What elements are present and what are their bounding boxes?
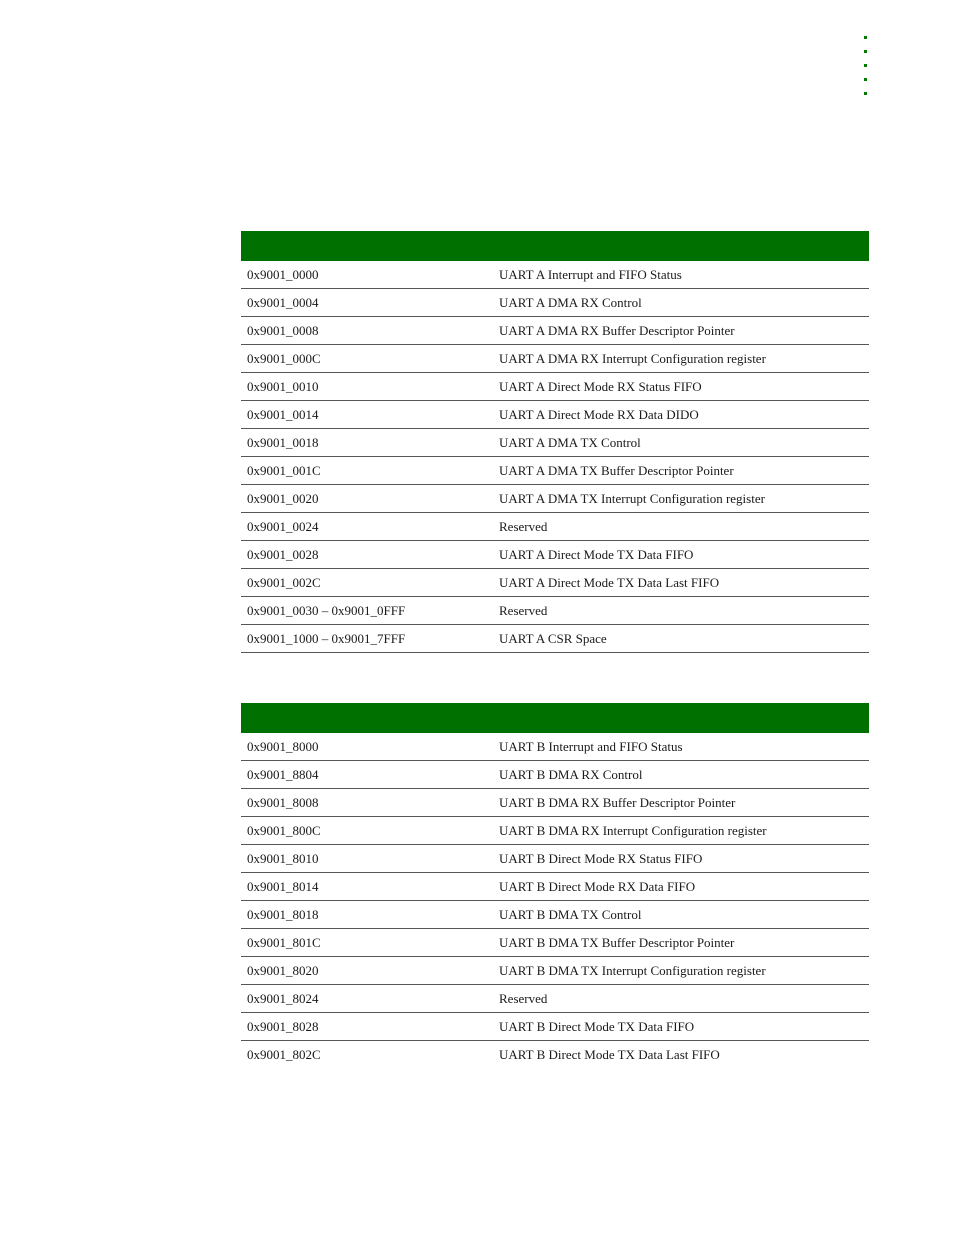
register-address: 0x9001_001C xyxy=(241,457,493,485)
table-row xyxy=(241,957,869,985)
register-description: UART B Direct Mode TX Data Last FIFO xyxy=(499,1047,720,1062)
table-row xyxy=(241,817,869,845)
register-description: UART B DMA RX Interrupt Configuration register xyxy=(493,817,869,845)
register-address: 0x9001_8020 xyxy=(241,957,493,985)
register-description: UART B DMA TX Interrupt Configuration register xyxy=(493,957,869,985)
table-row xyxy=(241,457,869,485)
register-description: UART A DMA RX Buffer Descriptor Pointer xyxy=(493,317,869,345)
register-address: 0x9001_8000 xyxy=(241,733,493,761)
register-description: UART B DMA RX Buffer Descriptor Pointer xyxy=(493,789,869,817)
header-description xyxy=(493,231,869,261)
table-row xyxy=(241,1041,869,1069)
register-address: 0x9001_000C xyxy=(241,345,493,373)
register-description: UART B DMA RX Control xyxy=(493,761,869,789)
uart-a-register-table xyxy=(241,231,869,653)
table-header-row xyxy=(241,231,869,261)
register-description: UART A DMA TX Buffer Descriptor Pointer xyxy=(493,457,869,485)
table-row xyxy=(241,1013,869,1041)
register-description: Reserved xyxy=(493,513,869,541)
table-row xyxy=(241,373,869,401)
register-address: 0x9001_0020 xyxy=(241,485,493,513)
register-description: UART A DMA RX Control xyxy=(493,289,869,317)
register-address: 0x9001_0018 xyxy=(241,429,493,457)
table-row xyxy=(241,845,869,873)
register-description: UART B DMA TX Control xyxy=(493,901,869,929)
register-description: UART A DMA TX Control xyxy=(493,429,869,457)
register-address: 0x9001_0028 xyxy=(241,541,493,569)
table-row xyxy=(241,901,869,929)
register-address: 0x9001_802C xyxy=(247,1047,321,1062)
register-address: 0x9001_0010 xyxy=(241,373,493,401)
register-description: UART B Direct Mode RX Data FIFO xyxy=(493,873,869,901)
register-address: 0x9001_8014 xyxy=(241,873,493,901)
uart-b-register-table xyxy=(241,703,869,1068)
uart-b-rows xyxy=(241,733,869,1068)
register-address: 0x9001_0000 xyxy=(241,261,493,289)
table-row xyxy=(241,597,869,625)
table-row xyxy=(241,761,869,789)
register-address: 0x9001_8024 xyxy=(241,985,493,1013)
table-row xyxy=(241,733,869,761)
table-row xyxy=(241,513,869,541)
register-address: 0x9001_8010 xyxy=(241,845,493,873)
register-address: 0x9001_8018 xyxy=(241,901,493,929)
dot-mark xyxy=(864,36,867,39)
register-address: 0x9001_8008 xyxy=(241,789,493,817)
table-row xyxy=(241,625,869,653)
register-description: Reserved xyxy=(493,597,869,625)
table-row xyxy=(241,789,869,817)
table-row xyxy=(241,317,869,345)
dot-mark xyxy=(864,50,867,53)
uart-a-rows xyxy=(241,261,869,653)
table-row xyxy=(241,569,869,597)
register-address: 0x9001_002C xyxy=(241,569,493,597)
register-address: 0x9001_0008 xyxy=(241,317,493,345)
register-description: UART B Interrupt and FIFO Status xyxy=(493,733,869,761)
table-row xyxy=(241,261,869,289)
register-description: UART A Interrupt and FIFO Status xyxy=(493,261,869,289)
dot-mark xyxy=(864,92,867,95)
register-description: UART A DMA TX Interrupt Configuration register xyxy=(493,485,869,513)
register-description: UART A Direct Mode RX Status FIFO xyxy=(493,373,869,401)
register-address: 0x9001_1000 – 0x9001_7FFF xyxy=(241,625,493,653)
register-description: UART A Direct Mode TX Data FIFO xyxy=(493,541,869,569)
register-address: 0x9001_800C xyxy=(241,817,493,845)
table-row xyxy=(241,873,869,901)
table-row xyxy=(241,289,869,317)
register-description: UART A Direct Mode TX Data Last FIFO xyxy=(493,569,869,597)
register-description: UART B DMA TX Buffer Descriptor Pointer xyxy=(493,929,869,957)
table-row xyxy=(241,345,869,373)
register-address: 0x9001_0030 – 0x9001_0FFF xyxy=(241,597,493,625)
header-address xyxy=(241,231,493,261)
register-description: UART A Direct Mode RX Data DIDO xyxy=(493,401,869,429)
dot-mark xyxy=(864,64,867,67)
register-description: UART B Direct Mode TX Data FIFO xyxy=(493,1013,869,1041)
register-address: 0x9001_8804 xyxy=(241,761,493,789)
table-row xyxy=(241,985,869,1013)
table-row xyxy=(241,541,869,569)
table-row xyxy=(241,929,869,957)
table-row xyxy=(241,485,869,513)
register-address: 0x9001_0024 xyxy=(241,513,493,541)
header-address xyxy=(241,703,493,733)
register-address: 0x9001_0004 xyxy=(241,289,493,317)
table-header-row xyxy=(241,703,869,733)
register-address: 0x9001_0014 xyxy=(241,401,493,429)
dot-mark xyxy=(864,78,867,81)
margin-dot-marks xyxy=(864,36,868,106)
table-row xyxy=(241,429,869,457)
register-description: UART A CSR Space xyxy=(493,625,869,653)
header-description xyxy=(493,703,869,733)
register-description: UART B Direct Mode RX Status FIFO xyxy=(493,845,869,873)
register-address: 0x9001_8028 xyxy=(241,1013,493,1041)
register-description: UART A DMA RX Interrupt Configuration register xyxy=(493,345,869,373)
register-address: 0x9001_801C xyxy=(241,929,493,957)
register-description: Reserved xyxy=(493,985,869,1013)
table-row xyxy=(241,401,869,429)
